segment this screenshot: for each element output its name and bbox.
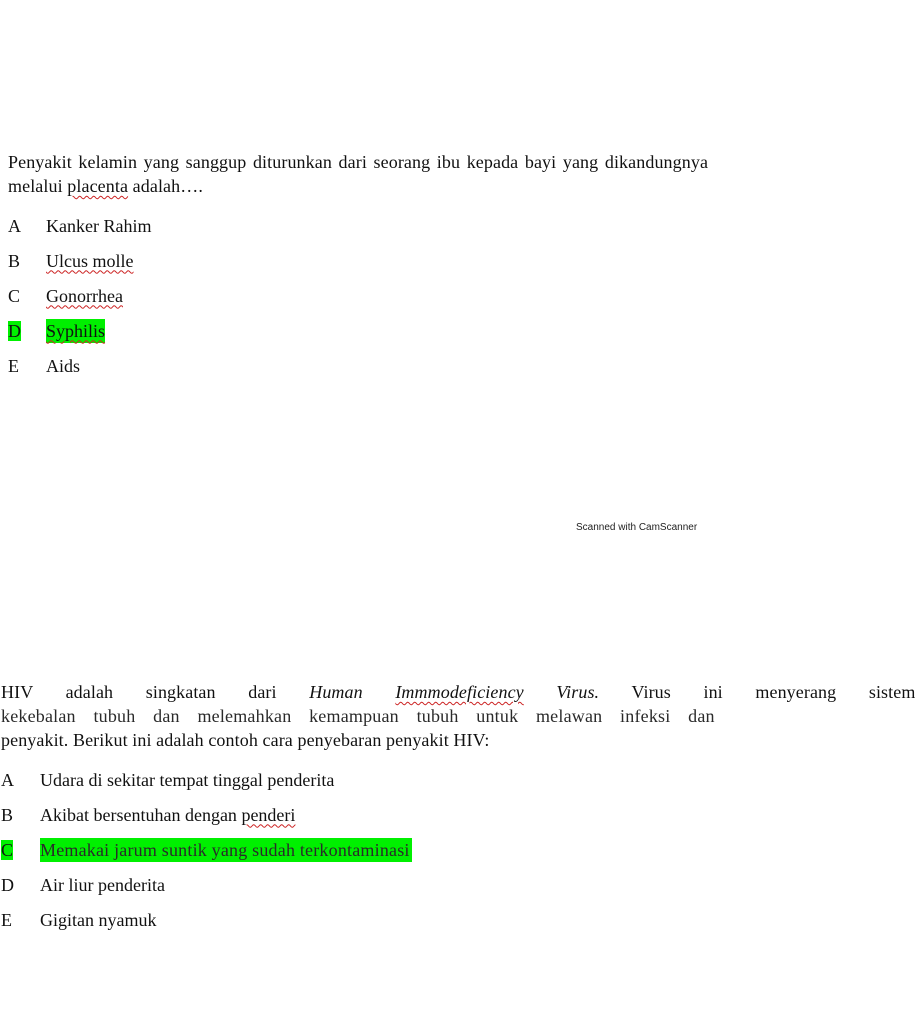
question-1-stem	[8, 150, 798, 198]
question-2-stem	[1, 680, 915, 752]
option-letter: B	[1, 804, 14, 825]
option-letter-wrap	[1, 838, 40, 862]
option-letter-wrap	[8, 319, 46, 343]
option-d-selected[interactable]	[8, 313, 798, 348]
question-2-line1	[1, 682, 915, 702]
question-2-italic-human: Human	[309, 682, 363, 702]
option-text: Gonorrhea	[46, 285, 123, 306]
option-text: Ulcus molle	[46, 250, 134, 271]
option-b[interactable]	[1, 797, 791, 832]
option-text-pre: Akibat bersentuhan dengan	[40, 804, 242, 825]
question-1-options	[8, 208, 798, 383]
question-2-line1-pre: HIV adalah singkatan dari	[1, 682, 277, 702]
option-text: Gigitan nyamuk	[40, 909, 157, 930]
question-1	[8, 150, 798, 383]
question-2-italic-virus: Virus.	[556, 682, 600, 702]
option-c-selected[interactable]	[1, 832, 791, 867]
option-text: Udara di sekitar tempat tinggal penderita	[40, 769, 335, 790]
option-text: Kanker Rahim	[46, 215, 152, 236]
option-b[interactable]	[8, 243, 798, 278]
option-letter: D	[1, 874, 14, 895]
question-2-line3: penyakit. Berikut ini adalah contoh cara penyebaran penyakit HIV:	[1, 730, 490, 750]
option-letter: E	[1, 909, 12, 930]
question-2	[1, 680, 915, 937]
option-letter: E	[8, 355, 19, 376]
option-text	[40, 803, 295, 827]
option-letter: D	[8, 320, 21, 341]
option-letter: A	[1, 769, 14, 790]
spellcheck-word-immmodeficiency: Immmodeficiency	[395, 682, 524, 702]
option-c[interactable]	[8, 278, 798, 313]
question-2-line2: kekebalan tubuh dan melemahkan kemampuan tubuh untuk melawan infeksi dan	[1, 706, 715, 726]
option-text: Memakai jarum suntik yang sudah terkontaminasi	[40, 839, 410, 860]
question-1-stem-line1: Penyakit kelamin yang sanggup diturunkan dari seorang ibu kepada bayi yang dikandungnya	[8, 152, 709, 172]
option-letter: C	[1, 839, 14, 860]
spellcheck-word-placenta: placenta	[67, 176, 129, 196]
option-text: Syphilis	[46, 320, 106, 341]
option-letter: C	[8, 285, 21, 306]
option-a[interactable]	[1, 762, 791, 797]
option-a[interactable]	[8, 208, 798, 243]
question-1-stem-line2-pre: melalui	[8, 176, 68, 196]
question-1-stem-line2-post: adalah….	[128, 176, 203, 196]
question-2-options	[1, 762, 791, 937]
scanner-watermark: Scanned with CamScanner	[576, 522, 698, 533]
spellcheck-word-penderi: penderi	[241, 804, 296, 825]
option-e[interactable]	[1, 902, 791, 937]
option-d[interactable]	[1, 867, 791, 902]
option-text: Air liur penderita	[40, 874, 165, 895]
question-2-line1-post: Virus ini menyerang sistem	[631, 682, 915, 702]
option-letter: A	[8, 215, 21, 236]
option-letter: B	[8, 250, 21, 271]
option-text: Aids	[46, 355, 81, 376]
option-e[interactable]	[8, 348, 798, 383]
